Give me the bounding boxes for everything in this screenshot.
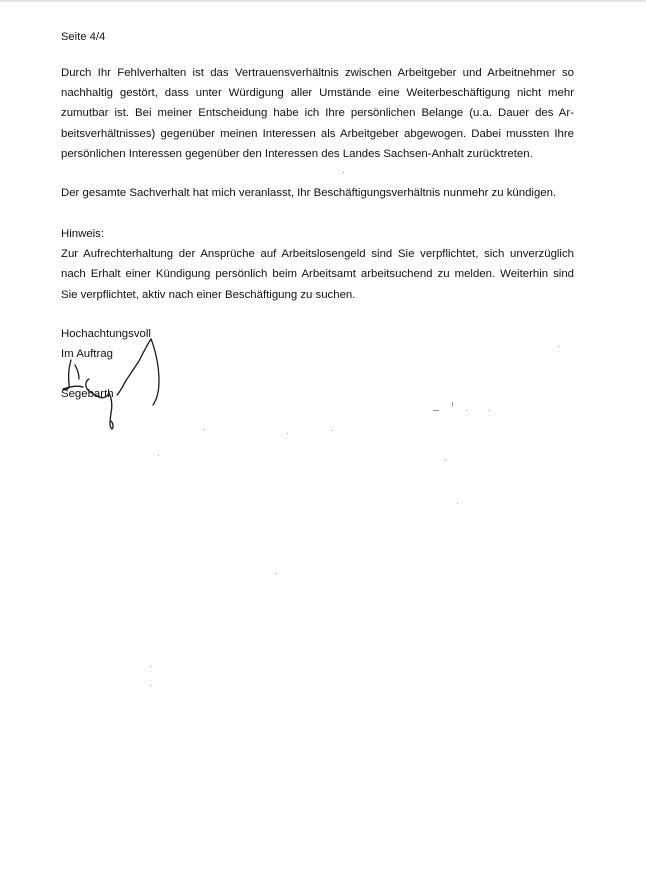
- scan-speck: [203, 429, 204, 430]
- paragraph-line: Der gesamte Sachverhalt hat mich veranlasst, Ihr Beschäftigungsverhältnis nunmehr zu kündigen.: [61, 187, 557, 199]
- notice-section: [61, 224, 574, 305]
- paragraph-line: zumutbar ist. Bei meiner Entscheidung habe ich Ihre persönlichen Belange (u.a. Dauer des Ar-: [61, 107, 574, 120]
- paragraph-termination: [61, 183, 574, 203]
- paragraph-line: nachhaltig gestört, dass unter Würdigung aller Umstände eine Weiterbeschäftigung nicht mehr: [61, 87, 574, 100]
- scan-speck: [489, 410, 490, 411]
- paragraph-misconduct: [61, 63, 574, 164]
- scan-speck: [276, 573, 277, 574]
- scan-speck: [331, 430, 332, 431]
- scan-speck: [558, 346, 559, 347]
- notice-line: nach Erhalt einer Kündigung persönlich beim Arbeitsamt arbeitsuchend zu melden. Weiterhin sind: [61, 268, 574, 281]
- notice-line: Sie verpflichtet, aktiv nach einer Beschäftigung zu suchen.: [61, 288, 356, 301]
- paragraph-line: beitsverhältnisses) gegenüber meinen Interessen als Arbeitgeber abgewogen. Dabei mussten Ihre: [61, 127, 574, 140]
- scan-speck: [150, 685, 151, 686]
- scan-speck: [343, 172, 344, 173]
- scan-speck: [466, 410, 467, 411]
- notice-heading: Hinweis:: [61, 228, 105, 240]
- scan-speck: [158, 455, 159, 456]
- page-top-edge: [0, 0, 646, 2]
- scan-speck: [287, 433, 288, 434]
- scan-speck: [457, 503, 458, 504]
- closing-block: [61, 324, 574, 405]
- scan-speck: [452, 402, 453, 407]
- paragraph-line: persönlichen Interessen gegenüber den Interessen des Landes Sachsen-Anhalt zurücktreten.: [61, 147, 533, 160]
- scan-speck: [445, 459, 446, 460]
- signer-name: Segebarth: [61, 388, 114, 401]
- closing-salutation: Hochachtungsvoll: [61, 328, 151, 340]
- paragraph-line: Durch Ihr Fehlverhalten ist das Vertrauensverhältnis zwischen Arbeitgeber und Arbeitnehmer so: [61, 67, 574, 79]
- closing-on-behalf: Im Auftrag: [61, 348, 113, 361]
- scan-speck: [150, 666, 151, 667]
- scan-speck: [433, 410, 439, 411]
- notice-line: Zur Aufrechterhaltung der Ansprüche auf Arbeitslosengeld sind Sie verpflichtet, sich unverzüglich: [61, 248, 574, 261]
- page-number: Seite 4/4: [61, 31, 106, 43]
